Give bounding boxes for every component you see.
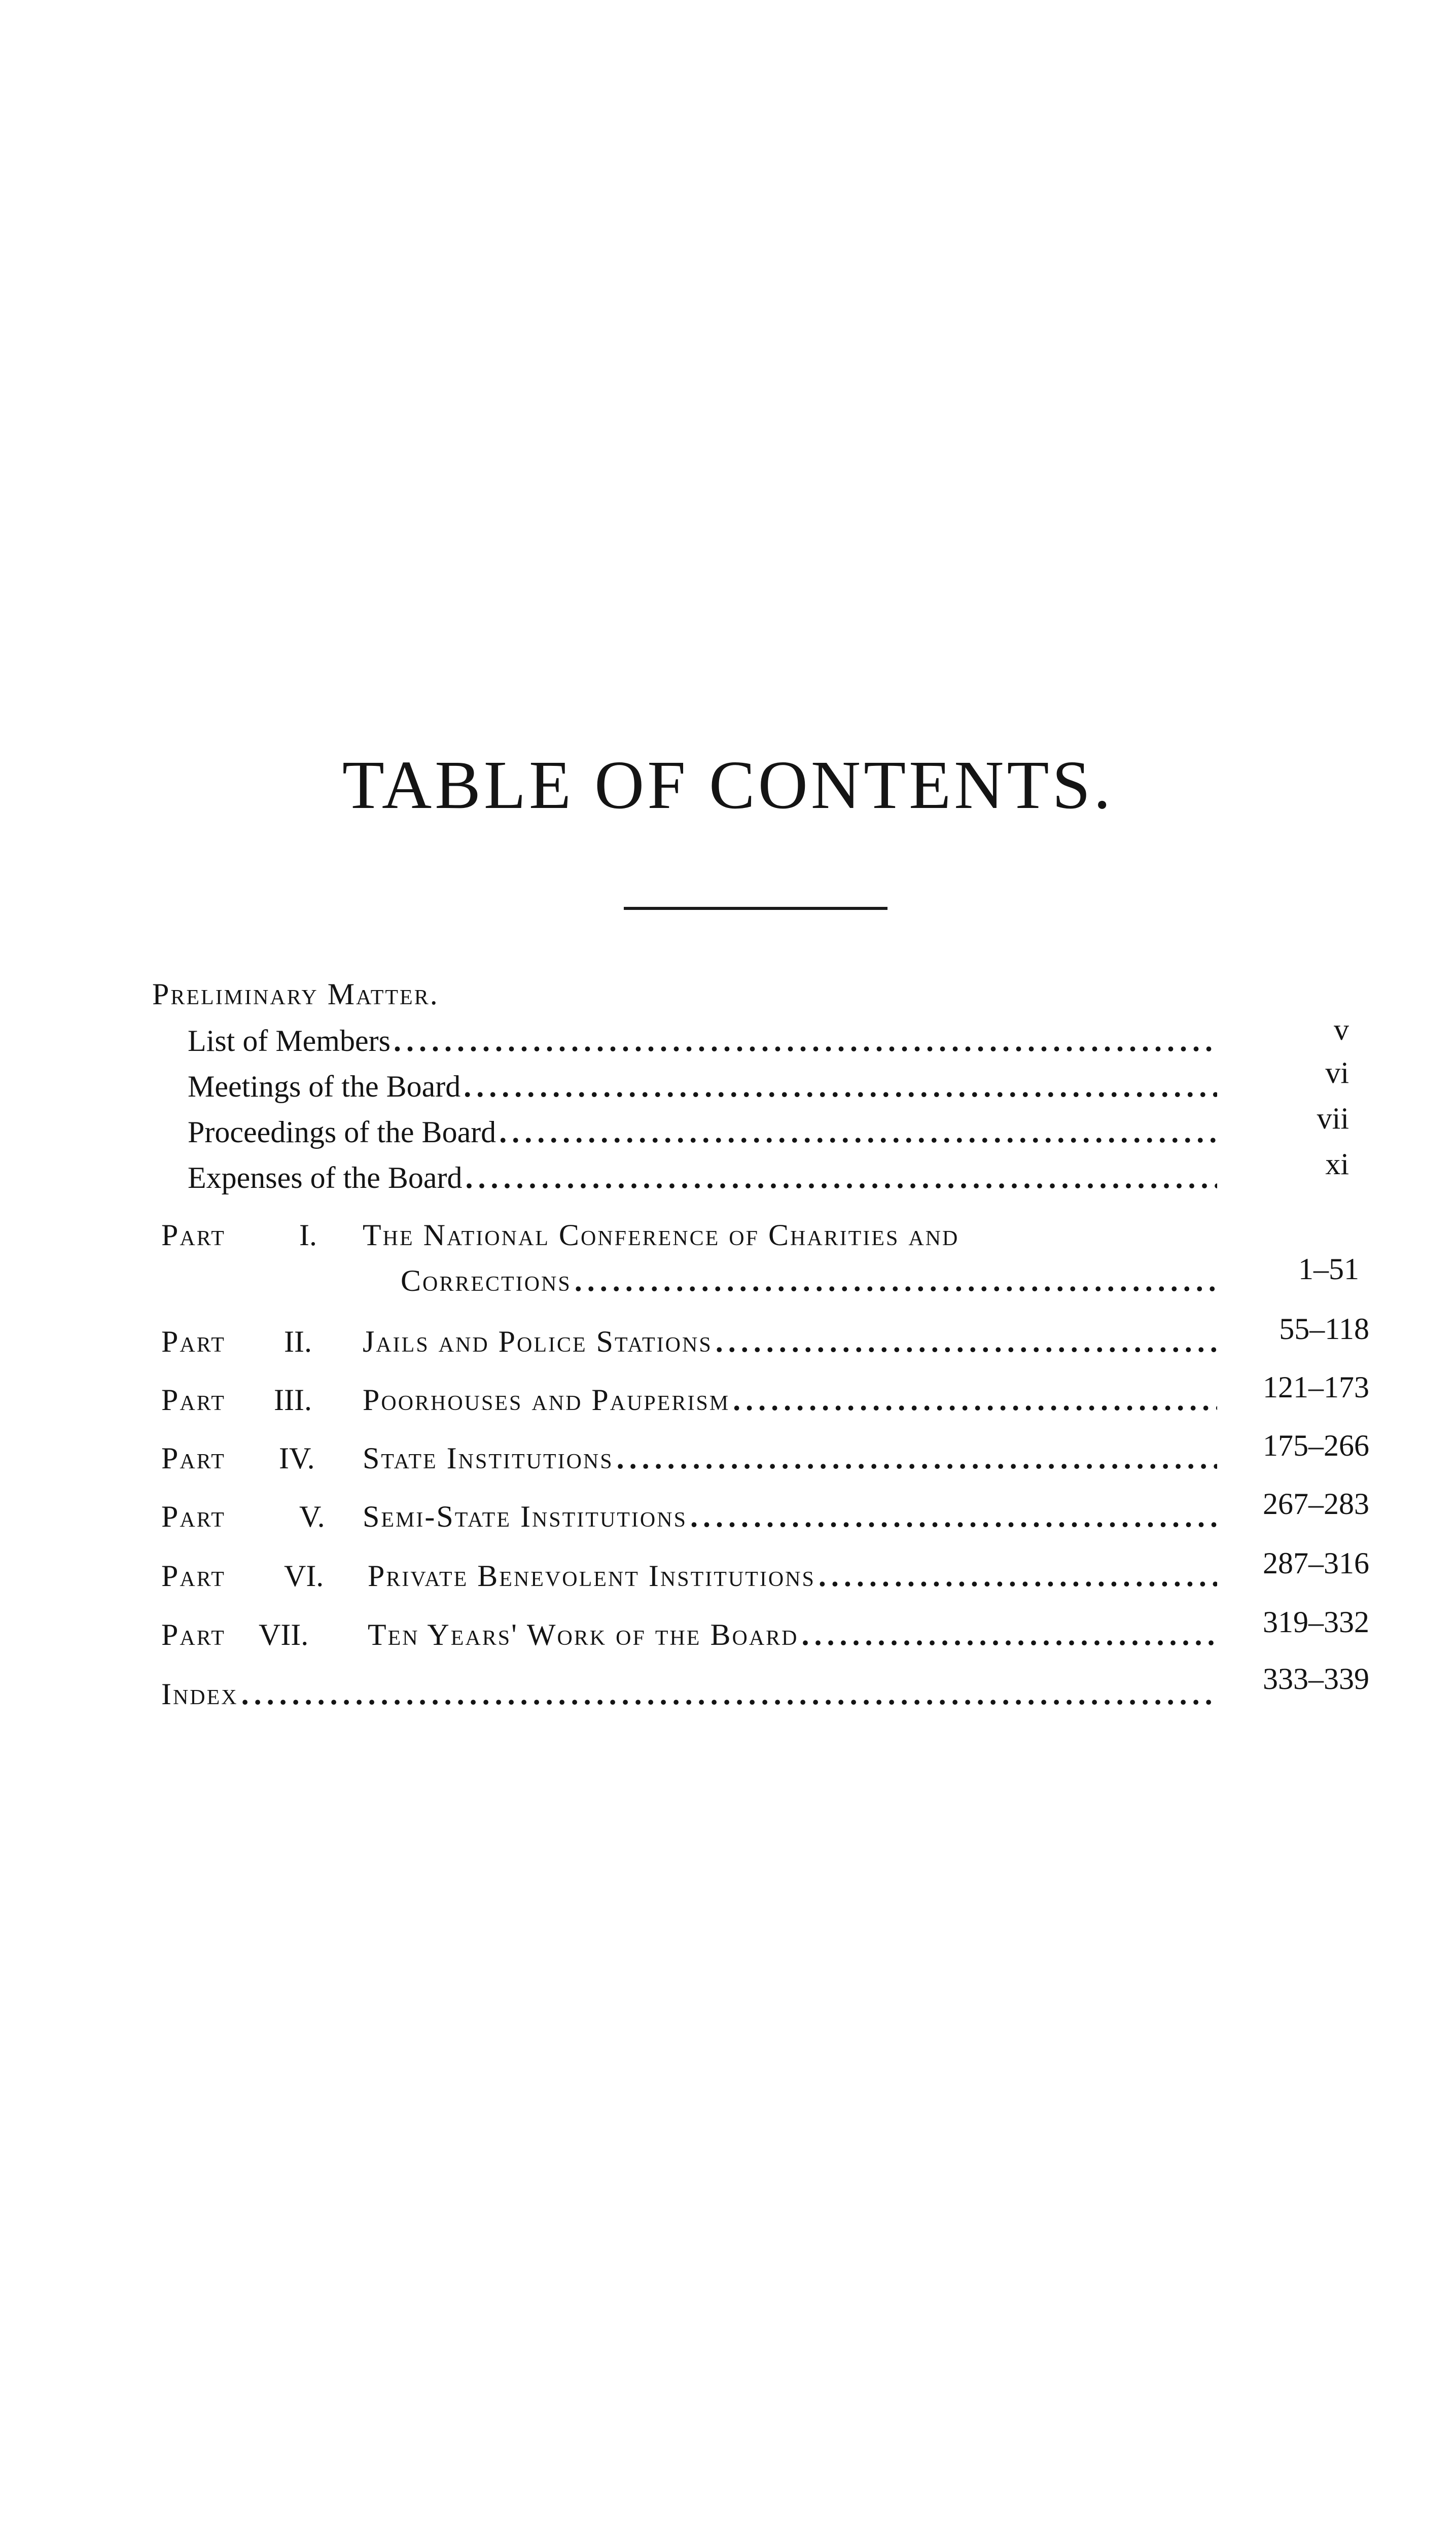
page-number: vii — [1317, 1102, 1349, 1135]
dot-leader — [690, 1496, 1217, 1537]
page-number: v — [1334, 1013, 1349, 1046]
page-range: 333–339 — [1263, 1662, 1369, 1696]
toc-entry-list-of-members: List of Members ..... — [188, 1020, 1217, 1061]
toc-entry-part-4: State Institutions ..... — [363, 1438, 1217, 1478]
page-title: TABLE OF CONTENTS. — [342, 747, 1114, 823]
page-range: 267–283 — [1263, 1487, 1369, 1521]
toc-entry-expenses: Expenses of the Board ..... — [188, 1157, 1217, 1198]
page-range: 175–266 — [1263, 1429, 1369, 1462]
part-label: Part — [161, 1383, 226, 1417]
part-label: Part — [161, 1325, 226, 1358]
toc-entry-part-1-cont: Corrections ..... — [401, 1260, 1217, 1301]
page-range: 121–173 — [1263, 1370, 1369, 1404]
toc-entry-proceedings: Proceedings of the Board ..... — [188, 1112, 1217, 1152]
toc-entry-index: Index ..... — [161, 1674, 1217, 1714]
part-numeral: IV. — [279, 1441, 315, 1475]
dot-leader — [394, 1020, 1217, 1061]
page-number: xi — [1325, 1147, 1349, 1181]
toc-entry-part-2: Jails and Police Stations ..... — [363, 1321, 1217, 1362]
dot-leader — [819, 1556, 1217, 1596]
part-numeral: III. — [274, 1383, 312, 1417]
part-label: Part — [161, 1441, 226, 1475]
page-range: 1–51 — [1298, 1252, 1359, 1286]
toc-entry-part-1: The National Conference of Charities and — [363, 1218, 960, 1252]
page-number: vi — [1325, 1056, 1349, 1089]
toc-entry-part-3: Poorhouses and Pauperism ..... — [363, 1380, 1217, 1420]
toc-entry-part-6: Private Benevolent Institutions ..... — [368, 1556, 1217, 1596]
part-numeral: VI. — [284, 1559, 324, 1593]
part-numeral: I. — [299, 1218, 317, 1252]
dot-leader — [716, 1321, 1217, 1362]
dot-leader — [802, 1614, 1218, 1655]
page-range: 287–316 — [1263, 1546, 1369, 1580]
part-label: Part — [161, 1618, 226, 1651]
dot-leader — [499, 1112, 1217, 1152]
section-heading-preliminary: Preliminary Matter. — [152, 977, 439, 1011]
part-numeral: VII. — [259, 1618, 309, 1651]
dot-leader — [241, 1674, 1217, 1714]
dot-leader — [466, 1157, 1217, 1198]
toc-entry-meetings: Meetings of the Board ..... — [188, 1066, 1217, 1107]
page-range: 55–118 — [1279, 1312, 1369, 1346]
dot-leader — [575, 1260, 1217, 1301]
page-range: 319–332 — [1263, 1605, 1369, 1639]
dot-leader — [617, 1438, 1217, 1478]
toc-entry-part-5: Semi-State Institutions ..... — [363, 1496, 1217, 1537]
part-label: Part — [161, 1559, 226, 1593]
dot-leader — [733, 1380, 1217, 1420]
toc-entry-part-7: Ten Years' Work of the Board ..... — [368, 1614, 1217, 1655]
part-numeral: II. — [284, 1325, 312, 1358]
part-label: Part — [161, 1218, 226, 1252]
part-numeral: V. — [299, 1500, 325, 1533]
part-label: Part — [161, 1500, 226, 1533]
dot-leader — [464, 1066, 1217, 1107]
